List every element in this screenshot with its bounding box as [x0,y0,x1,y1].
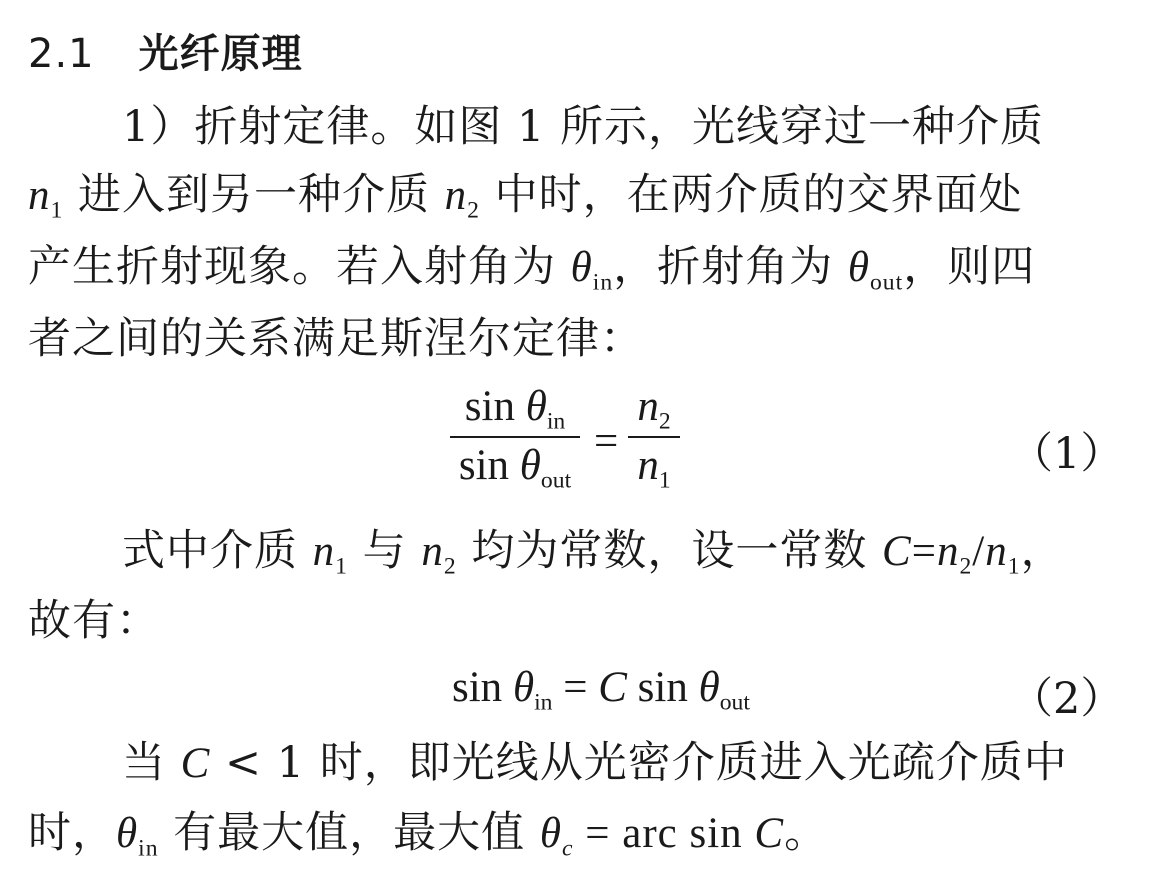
para3-line2 [28,808,829,862]
text-span: 式中介质 [122,526,313,576]
var-c: C [598,664,627,711]
var-theta: θ [539,810,562,857]
text-span: 。 [784,808,829,858]
text-span: 时， [28,808,116,858]
para2-line2: 故有： [28,596,160,646]
subscript: 2 [658,408,671,435]
subscript: out [869,269,904,296]
var-n: n [637,383,659,430]
var-n: n [421,528,444,575]
sin-fn: sin [452,664,513,711]
slash: / [972,528,986,575]
para1-line3 [28,242,1036,296]
equation-number-1: （1） [1010,429,1124,479]
subscript: 1 [50,197,64,224]
lhs-fraction [450,383,580,494]
text-span: ， [1020,526,1065,576]
equation-2 [452,663,750,716]
text-span: 有最大值，最大值 [158,808,540,858]
text-span: ，折射角为 [613,242,848,292]
text-span: 中时，在两介质的交界面处 [480,170,1023,220]
rhs-fraction [628,383,680,494]
text-span: < 1 时，即光线从光密介质进入光疏介质中 [210,738,1068,788]
subscript: 2 [959,553,973,580]
var-theta: θ [512,664,535,711]
text-span: 进入到另一种介质 [63,170,445,220]
para1-line4: 者之间的关系满足斯涅尔定律： [28,314,644,364]
text-span: ，则四 [903,242,1036,292]
subscript: 1 [658,467,671,494]
subscript: 2 [467,197,480,224]
fraction-bar [450,436,580,438]
rhs-denominator [628,442,680,494]
var-n: n [444,172,468,219]
var-c: C [882,528,912,575]
subscript: out [540,467,572,494]
subscript: c [561,835,574,862]
var-theta: θ [698,664,720,711]
para3-line1 [122,738,1068,788]
var-theta: θ [847,244,870,291]
var-n: n [936,528,960,575]
text-span: = arc sin [573,810,755,857]
var-n: n [637,442,659,489]
sin-fn: sin [626,664,699,711]
subscript: in [534,689,553,716]
sin-fn: sin [458,442,520,489]
text-span: 产生折射现象。若入射角为 [28,242,571,292]
subscript: in [546,408,566,435]
equals-sign: = [594,418,619,465]
equals-sign: = [911,528,937,575]
var-c: C [754,810,785,857]
section-title: 光纤原理 [138,31,303,77]
fraction-bar [628,436,680,438]
lhs-denominator [450,442,580,494]
var-n: n [28,172,51,219]
subscript: 2 [443,553,457,580]
subscript: in [592,269,614,296]
var-c: C [180,740,211,787]
var-theta: θ [525,383,547,430]
equation-number-2: （2） [1010,674,1124,724]
rhs-numerator [628,383,680,435]
equation-1 [450,385,690,505]
para1-line2 [28,170,1023,224]
sin-fn: sin [464,383,526,430]
para1-line1: 1）折射定律。如图 1 所示，光线穿过一种介质 [122,102,1045,152]
equals-sign: = [552,664,599,711]
text-span: 与 [348,526,422,576]
subscript: in [138,835,159,862]
var-n: n [312,528,336,575]
var-theta: θ [570,244,593,291]
var-n: n [985,528,1008,575]
text-span: 当 [122,738,181,788]
var-theta: θ [116,810,139,857]
subscript: 1 [335,553,348,580]
subscript: 1 [1007,553,1021,580]
section-heading [28,22,303,79]
text-span: 均为常数，设一常数 [456,526,883,576]
lhs-numerator [450,383,580,435]
subscript: out [719,689,750,716]
para2-line1 [122,526,1065,580]
var-theta: θ [519,442,541,489]
section-number: 2.1 [28,31,95,77]
